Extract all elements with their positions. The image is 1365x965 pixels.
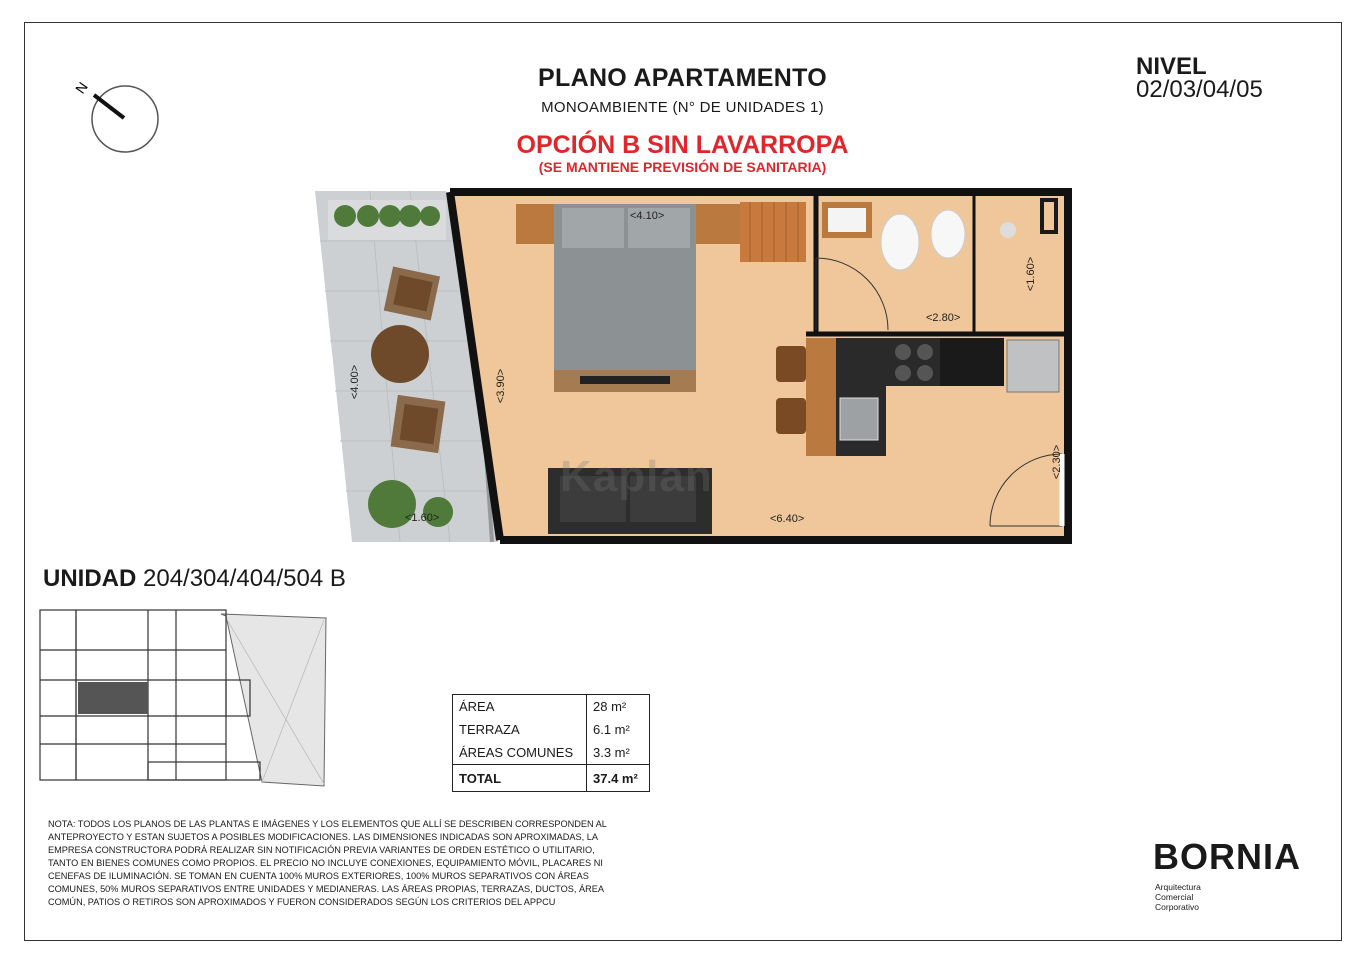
option-note: (SE MANTIENE PREVISIÓN DE SANITARIA) (538, 159, 827, 175)
area-total-label: TOTAL (453, 765, 587, 792)
dim-terrace-width: <1.60> (405, 512, 440, 524)
area-row (453, 695, 650, 719)
area-row-label: ÁREAS COMUNES (459, 745, 574, 760)
key-plan (36, 606, 332, 792)
dim-bed: <4.10> (630, 210, 665, 222)
area-row-value: 3.3 m² (587, 741, 650, 765)
unit-number: 204/304/404/504 B (143, 565, 346, 592)
sink-icon (840, 398, 878, 440)
area-row-value: 6.1 m² (587, 718, 650, 741)
brand-line-2: Comercial (1155, 892, 1194, 902)
areas-table (452, 694, 650, 792)
option-title: OPCIÓN B SIN LAVARROPA (516, 131, 849, 159)
unit-highlight (78, 682, 148, 714)
unit-title (43, 565, 346, 593)
level-label: NIVEL (1136, 53, 1207, 80)
bidet-icon (931, 210, 965, 258)
dim-bath-width: <2.80> (926, 312, 961, 324)
dim-terrace-depth: <4.00> (349, 364, 362, 400)
toilet-icon (881, 214, 919, 270)
area-row-label: ÁREA (459, 699, 495, 714)
dim-entry-depth: <2.30> (1051, 444, 1064, 480)
brand-logo: BORNIA (1153, 836, 1301, 877)
north-label: N (71, 78, 91, 97)
unit-label: UNIDAD (43, 565, 137, 592)
area-row (453, 741, 650, 765)
dim-room-depth: <3.90> (495, 368, 508, 404)
level-value: 02/03/04/05 (1136, 76, 1263, 103)
disclaimer-note: NOTA: TODOS LOS PLANOS DE LAS PLANTAS E IMÁGENES Y LOS ELEMENTOS QUE ALLÍ SE DESCRIBEN CORRESPONDEN AL ANTEPROYECTO Y ESTAN SUJETOS A POSIBLES MODIFICACIONES. LAS DIMENSIONES INDICADAS SON APROXIMADAS, LA EMPRESA CONSTRUCTORA PODRÁ REALIZAR SIN NOTIFICACIÓN PREVIA VARIANTES DE ORDEN ESTÉTICO O UTILITARIO, TANTO EN BIENES COMUNES COMO PROPIOS. EL PRECIO NO INCLUYE CONEXIONES, EQUIPAMIENTO MÓVIL, PLACARES NI CENEFAS DE ILUMINACIÓN. SE TOMAN EN CUENTA 100% MUROS EXTERIORES, 100% MUROS SEPARATIVOS CON ÁREAS COMUNES, 50% MUROS SEPARATIVOS ENTRE UNIDADES Y MEDIANERAS. LAS ÁREAS PROPIAS, TERRAZAS, DUCTOS, ÁREA COMÚN, PATIOS O RETIROS SON APROXIMADOS Y FUERON CONSIDERADOS SEGÚN LOS CRITERIOS DEL APPCU (48, 819, 607, 907)
page-subtitle: MONOAMBIENTE (N° DE UNIDADES 1) (541, 99, 824, 116)
brand-tagline (1155, 882, 1201, 912)
brand-line-3: Corporativo (1155, 902, 1199, 912)
area-row (453, 718, 650, 741)
watermark: Kaplan (560, 452, 713, 501)
dim-room-width: <6.40> (770, 513, 805, 525)
area-total-row (453, 765, 650, 792)
area-row-label: TERRAZA (459, 722, 520, 737)
page-title: PLANO APARTAMENTO (538, 64, 827, 92)
area-total-value: 37.4 m² (587, 765, 650, 792)
dim-bath-depth: <1.60> (1025, 256, 1038, 292)
area-row-value: 28 m² (587, 695, 650, 719)
brand-line-1: Arquitectura (1155, 882, 1201, 892)
